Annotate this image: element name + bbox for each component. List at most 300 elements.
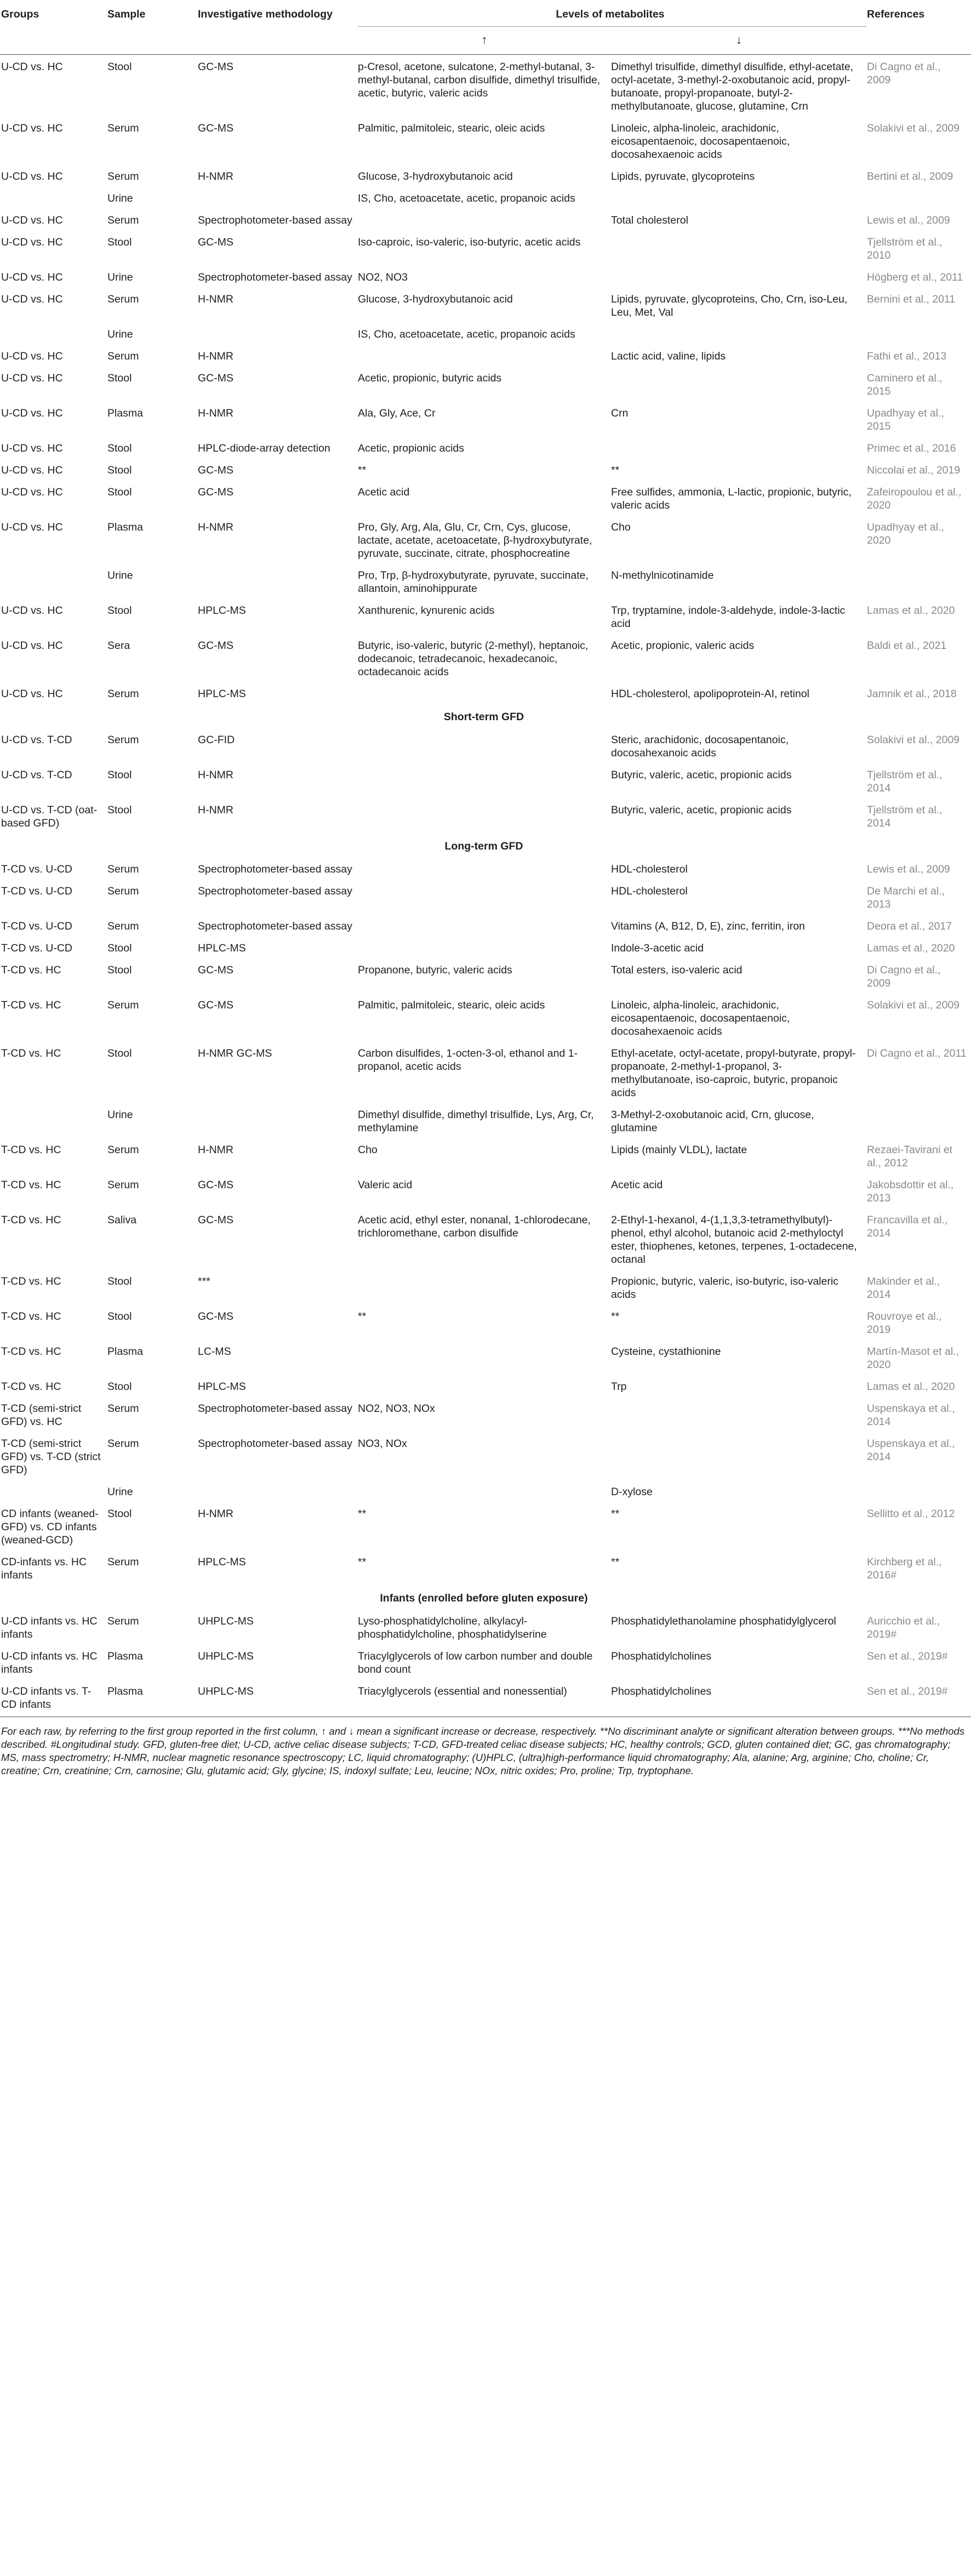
cell-decreased: **: [611, 464, 620, 476]
cell-decreased: Crn: [611, 407, 629, 419]
cell-decreased: Lipids, pyruvate, glycoproteins, Cho, Crn, iso-Leu, Leu, Met, Val: [611, 293, 848, 318]
cell-groups: U-CD vs. HC: [1, 372, 63, 384]
section-heading-row: [0, 1585, 971, 1609]
cell-reference: Baldi et al., 2021: [867, 640, 947, 652]
table-row: [0, 1480, 971, 1502]
cell-increased: NO2, NO3: [358, 271, 408, 283]
table-row: [0, 763, 971, 798]
cell-decreased: HDL-cholesterol: [611, 885, 688, 897]
cell-decreased: **: [611, 1310, 620, 1323]
cell-sample: Serum: [107, 999, 139, 1011]
table-row: [0, 798, 971, 833]
cell-decreased: [611, 186, 867, 208]
cell-method: GC-MS: [198, 61, 233, 73]
cell-reference: Rezaei-Tavirani et al., 2012: [867, 1144, 953, 1169]
cell-increased: p-Cresol, acetone, sulcatone, 2-methyl-butanal, 3-methyl-butanal, carbon disulfide, dimethyl trisulfide, acetic, butyric, valeric acids: [358, 61, 601, 99]
cell-reference: Fathi et al., 2013: [867, 350, 947, 362]
cell-method: GC-MS: [198, 999, 233, 1011]
cell-decreased: N-methylnicotinamide: [611, 569, 714, 582]
cell-method: ***: [198, 1275, 210, 1287]
table-row: [0, 436, 971, 458]
cell-increased: NO3, NOx: [358, 1438, 407, 1450]
cell-decreased: Vitamins (A, B12, D, E), zinc, ferritin, iron: [611, 920, 805, 932]
table-row: [0, 322, 971, 344]
cell-reference: Di Cagno et al., 2009: [867, 964, 941, 989]
cell-sample: Sera: [107, 640, 130, 652]
cell-method: GC-MS: [198, 122, 233, 134]
header-method: Investigative methodology: [198, 8, 333, 20]
cell-decreased: Lipids, pyruvate, glycoproteins: [611, 170, 755, 183]
table-row: [0, 230, 971, 265]
cell-groups: [0, 1103, 107, 1138]
cell-reference: Upadhyay et al., 2015: [867, 407, 944, 432]
cell-increased: Ala, Gly, Ace, Cr: [358, 407, 436, 419]
cell-groups: U-CD vs. HC: [1, 605, 63, 617]
cell-method: HPLC-MS: [198, 605, 246, 617]
table-row: [0, 265, 971, 287]
header-decrease-arrow: ↓: [611, 27, 867, 55]
cell-reference: Bertini et al., 2009: [867, 170, 953, 183]
cell-method: GC-MS: [198, 464, 233, 476]
cell-increased: [358, 1340, 611, 1375]
cell-groups: U-CD vs. HC: [1, 293, 63, 305]
cell-groups: T-CD vs. HC: [1, 1275, 61, 1287]
cell-groups: T-CD vs. U-CD: [1, 863, 72, 875]
cell-reference: Sen et al., 2019#: [867, 1650, 948, 1662]
cell-sample: Stool: [107, 605, 132, 617]
cell-method: Spectrophotometer-based assay: [198, 920, 352, 932]
cell-sample: Serum: [107, 920, 139, 932]
cell-increased: Cho: [358, 1144, 378, 1156]
cell-groups: U-CD vs. T-CD: [1, 734, 72, 746]
cell-method: HPLC-MS: [198, 688, 246, 700]
cell-decreased: Ethyl-acetate, octyl-acetate, propyl-butyrate, propyl-propanoate, 2-methyl-1-propanol, 3-methylbutanoate, iso-caproic, butyric, propanoic acids: [611, 1047, 856, 1099]
cell-reference: Jamnik et al., 2018: [867, 688, 957, 700]
cell-decreased: Dimethyl trisulfide, dimethyl disulfide, ethyl-acetate, octyl-acetate, 3-methyl-2-oxobutanoic acid, propyl-butanoate, propyl-propanoate, butyl-2-methylbutanoate, glucose, glutamine, Crn: [611, 61, 854, 112]
cell-groups: T-CD vs. HC: [1, 1179, 61, 1191]
cell-groups: [0, 563, 107, 599]
cell-sample: Serum: [107, 734, 139, 746]
cell-reference: Lamas et al., 2020: [867, 1381, 955, 1393]
header-groups: Groups: [1, 8, 39, 20]
header-spacer: [198, 27, 358, 55]
cell-decreased: D-xylose: [611, 1486, 653, 1498]
cell-reference: Caminero et al., 2015: [867, 372, 943, 397]
cell-method: H-NMR: [198, 350, 233, 362]
cell-groups: U-CD vs. HC: [1, 442, 63, 454]
cell-groups: T-CD vs. U-CD: [1, 920, 72, 932]
cell-decreased: **: [611, 1508, 620, 1520]
cell-method: GC-MS: [198, 372, 233, 384]
table-row: [0, 1432, 971, 1480]
cell-reference: De Marchi et al., 2013: [867, 885, 945, 910]
cell-method: UHPLC-MS: [198, 1615, 254, 1627]
cell-method: GC-MS: [198, 640, 233, 652]
cell-increased: [358, 857, 611, 879]
cell-reference: Tjellström et al., 2014: [867, 804, 943, 829]
cell-reference: Lamas et al., 2020: [867, 605, 955, 617]
cell-groups: U-CD vs. HC: [1, 486, 63, 498]
cell-method: GC-MS: [198, 1310, 233, 1323]
cell-sample: Urine: [107, 192, 133, 204]
cell-method: H-NMR: [198, 1508, 233, 1520]
cell-increased: [358, 1375, 611, 1397]
cell-method: Spectrophotometer-based assay: [198, 214, 352, 226]
table-row: [0, 1550, 971, 1585]
cell-reference: Auricchio et al., 2019#: [867, 1615, 940, 1640]
cell-groups: U-CD infants vs. T-CD infants: [0, 1679, 107, 1717]
cell-groups: T-CD vs. U-CD: [1, 885, 72, 897]
cell-decreased: Acetic acid: [611, 1179, 663, 1191]
cell-method: GC-FID: [198, 734, 235, 746]
cell-sample: Plasma: [107, 1650, 144, 1662]
cell-sample: Serum: [107, 350, 139, 362]
cell-method: HPLC-MS: [198, 1381, 246, 1393]
cell-reference: Niccolai et al., 2019: [867, 464, 961, 476]
cell-increased: Triacylglycerols (essential and nonessential): [358, 1679, 611, 1717]
table-row: [0, 634, 971, 682]
cell-reference: Francavilla et al., 2014: [867, 1214, 948, 1239]
cell-sample: Serum: [107, 122, 139, 134]
cell-sample: Serum: [107, 170, 139, 183]
cell-decreased: 3-Methyl-2-oxobutanoic acid, Crn, glucose, glutamine: [611, 1109, 814, 1134]
cell-increased: Xanthurenic, kynurenic acids: [358, 605, 495, 617]
table-row: [0, 344, 971, 366]
cell-sample: Serum: [107, 1179, 139, 1191]
cell-decreased: Acetic, propionic, valeric acids: [611, 640, 755, 652]
cell-decreased: Butyric, valeric, acetic, propionic acids: [611, 769, 792, 781]
table-row: [0, 1173, 971, 1208]
cell-increased: Propanone, butyric, valeric acids: [358, 964, 512, 976]
table-row: [0, 164, 971, 186]
cell-reference: Upadhyay et al., 2020: [867, 521, 944, 546]
cell-increased: Pro, Trp, β-hydroxybutyrate, pyruvate, succinate, allantoin, aminohippurate: [358, 569, 589, 595]
cell-groups: T-CD vs. U-CD: [1, 942, 72, 954]
cell-groups: U-CD vs. T-CD: [1, 769, 72, 781]
cell-sample: Stool: [107, 769, 132, 781]
cell-sample: Plasma: [107, 1679, 198, 1717]
cell-decreased: HDL-cholesterol, apolipoprotein-AI, retinol: [611, 688, 810, 700]
cell-sample: Stool: [107, 942, 132, 954]
cell-groups: U-CD vs. HC: [1, 122, 63, 134]
cell-sample: Stool: [107, 804, 132, 816]
cell-method: HPLC-MS: [198, 1556, 246, 1568]
table-row: [0, 1269, 971, 1304]
cell-increased: [358, 763, 611, 798]
cell-groups: U-CD vs. T-CD (oat-based GFD): [1, 804, 98, 829]
cell-method: UHPLC-MS: [198, 1679, 358, 1717]
cell-groups: T-CD vs. HC: [1, 1310, 61, 1323]
section-heading-row: [0, 833, 971, 857]
cell-decreased: Phosphatidylcholines: [611, 1650, 712, 1662]
cell-sample: Serum: [107, 885, 139, 897]
cell-method: H-NMR: [198, 769, 233, 781]
cell-reference: Zafeiropoulou et al., 2020: [867, 486, 962, 511]
cell-increased: [358, 1269, 611, 1304]
cell-sample: Urine: [107, 271, 133, 283]
cell-sample: Stool: [107, 372, 132, 384]
cell-groups: T-CD (semi-strict GFD) vs. HC: [1, 1403, 82, 1428]
cell-method: H-NMR: [198, 804, 233, 816]
cell-reference: Deora et al., 2017: [867, 920, 952, 932]
cell-method: GC-MS: [198, 1214, 233, 1226]
table-row: [0, 1041, 971, 1103]
cell-groups: U-CD vs. HC: [1, 236, 63, 248]
table-row: [0, 515, 971, 563]
table-row: [0, 857, 971, 879]
cell-decreased: Trp, tryptamine, indole-3-aldehyde, indole-3-lactic acid: [611, 605, 846, 630]
header-sample: Sample: [107, 8, 146, 20]
table-footnote: For each raw, by referring to the first group reported in the first column, ↑ and ↓ mean a significant increase or decrease, respectively. **No discriminant analyte or significant alteration between groups. ***No methods described. #Longitudinal study. GFD, gluten-free diet; U-CD, active celiac disease subjects; T-CD, GFD-treated celiac disease subjects; HC, healthy controls; GCD, gluten contained diet; GC, gas chromatography; MS, mass spectrometry; H-NMR, nuclear magnetic resonance spectroscopy; LC, liquid chromatography; (U)HPLC, (ultra)high-performance liquid chromatography; Ala, alanine; Arg, arginine; Cho, choline; Cr, creatine; Crn, creatinine; Crn, carnosine; Glu, glutamic acid; Gly, glycine; IS, indoxyl sulfate; Leu, leucine; NOx, nitric oxides; Pro, proline; Trp, tryptophane.: [1, 1725, 965, 1776]
table-row: [0, 1375, 971, 1397]
cell-sample: Stool: [107, 442, 132, 454]
cell-increased: Dimethyl disulfide, dimethyl trisulfide, Lys, Arg, Cr, methylamine: [358, 1109, 594, 1134]
cell-method: LC-MS: [198, 1346, 231, 1358]
cell-sample: Stool: [107, 1275, 132, 1287]
table-row: [0, 599, 971, 634]
cell-decreased: Free sulfides, ammonia, L-lactic, propionic, butyric, valeric acids: [611, 486, 852, 511]
cell-sample: Stool: [107, 1508, 132, 1520]
header-spacer: [107, 27, 198, 55]
cell-method: Spectrophotometer-based assay: [198, 1403, 352, 1415]
cell-groups: [0, 322, 107, 344]
cell-increased: [358, 728, 611, 763]
cell-increased: Glucose, 3-hydroxybutanoic acid: [358, 293, 513, 305]
header-spacer: [867, 27, 971, 55]
cell-groups: U-CD vs. HC: [1, 464, 63, 476]
cell-method: H-NMR: [198, 407, 233, 419]
cell-reference: Sen et al., 2019#: [867, 1679, 971, 1717]
cell-sample: Stool: [107, 1381, 132, 1393]
cell-method: Spectrophotometer-based assay: [198, 885, 352, 897]
cell-decreased: [611, 1397, 867, 1432]
cell-groups: U-CD vs. HC: [1, 640, 63, 652]
cell-method: [198, 322, 358, 344]
cell-method: Spectrophotometer-based assay: [198, 271, 352, 283]
cell-sample: Serum: [107, 863, 139, 875]
header-spacer: [0, 27, 107, 55]
cell-groups: T-CD vs. HC: [1, 1047, 61, 1059]
cell-increased: **: [358, 1556, 367, 1568]
cell-decreased: Indole-3-acetic acid: [611, 942, 704, 954]
cell-decreased: Phosphatidylcholines: [611, 1679, 867, 1717]
table-row: [0, 116, 971, 164]
cell-increased: IS, Cho, acetoacetate, acetic, propanoic acids: [358, 328, 575, 340]
cell-decreased: Butyric, valeric, acetic, propionic acids: [611, 804, 792, 816]
cell-reference: [867, 563, 971, 599]
cell-decreased: 2-Ethyl-1-hexanol, 4-(1,1,3,3-tetramethylbutyl)-phenol, ethyl alcohol, butanoic acid 2-methyloctyl ester, thiophenes, ketones, terpenes, 1-octadecene, octanal: [611, 1214, 857, 1266]
cell-sample: Stool: [107, 236, 132, 248]
cell-decreased: Phosphatidylethanolamine phosphatidylglycerol: [611, 1615, 836, 1627]
cell-reference: Solakivi et al., 2009: [867, 122, 960, 134]
cell-sample: Stool: [107, 464, 132, 476]
table-row: [0, 1644, 971, 1679]
section-heading-row: [0, 704, 971, 728]
cell-decreased: Total cholesterol: [611, 214, 688, 226]
cell-increased: [358, 798, 611, 833]
cell-increased: Valeric acid: [358, 1179, 413, 1191]
cell-groups: CD-infants vs. HC infants: [1, 1556, 87, 1581]
cell-sample: Stool: [107, 61, 132, 73]
cell-groups: CD infants (weaned-GFD) vs. CD infants (weaned-GCD): [1, 1508, 99, 1546]
cell-decreased: [611, 366, 867, 401]
cell-sample: Serum: [107, 293, 139, 305]
cell-method: H-NMR: [198, 293, 233, 305]
table-row: [0, 1208, 971, 1269]
table-body: [0, 55, 971, 1717]
section-heading: Long-term GFD: [444, 840, 523, 852]
cell-reference: [867, 1480, 971, 1502]
cell-groups: U-CD vs. HC: [1, 170, 63, 183]
cell-reference: Di Cagno et al., 2009: [867, 61, 941, 86]
table-row: [0, 208, 971, 230]
cell-reference: Bernini et al., 2011: [867, 293, 956, 305]
table-row: [0, 1103, 971, 1138]
cell-groups: U-CD vs. HC: [1, 521, 63, 533]
table-row: [0, 1679, 971, 1717]
cell-method: H-NMR: [198, 1144, 233, 1156]
cell-sample: Serum: [107, 1556, 139, 1568]
cell-reference: Solakivi et al., 2009: [867, 999, 960, 1011]
cell-sample: Serum: [107, 688, 139, 700]
cell-increased: [358, 344, 611, 366]
cell-decreased: Trp: [611, 1381, 627, 1393]
section-heading: Infants (enrolled before gluten exposure): [380, 1592, 588, 1604]
cell-method: HPLC-MS: [198, 942, 246, 954]
cell-increased: [358, 682, 611, 704]
cell-method: Spectrophotometer-based assay: [198, 1438, 352, 1450]
cell-reference: Di Cagno et al., 2011: [867, 1047, 967, 1059]
cell-groups: T-CD vs. HC: [1, 1381, 61, 1393]
table-row: [0, 1138, 971, 1173]
cell-decreased: Cho: [611, 521, 631, 533]
header-increase-arrow: ↑: [358, 27, 611, 55]
cell-reference: Sellitto et al., 2012: [867, 1508, 955, 1520]
cell-groups: U-CD vs. HC: [1, 271, 63, 283]
cell-decreased: Total esters, iso-valeric acid: [611, 964, 742, 976]
cell-reference: Tjellström et al., 2014: [867, 769, 943, 794]
cell-groups: U-CD vs. HC: [1, 407, 63, 419]
cell-groups: T-CD (semi-strict GFD) vs. T-CD (strict GFD): [1, 1438, 101, 1476]
cell-sample: Urine: [107, 569, 133, 582]
cell-decreased: [611, 230, 867, 265]
cell-decreased: Lipids (mainly VLDL), lactate: [611, 1144, 747, 1156]
table-row: [0, 401, 971, 436]
cell-increased: [358, 208, 611, 230]
cell-sample: Urine: [107, 1109, 133, 1121]
table-row: [0, 1609, 971, 1644]
cell-reference: Solakivi et al., 2009: [867, 734, 960, 746]
cell-increased: [358, 936, 611, 958]
cell-increased: Lyso-phosphatidylcholine, alkylacyl-phosphatidylcholine, phosphatidylserine: [358, 1615, 547, 1640]
cell-method: [198, 186, 358, 208]
cell-reference: Rouvroye et al., 2019: [867, 1310, 942, 1336]
header-references: References: [867, 8, 925, 20]
table-row: [0, 287, 971, 322]
cell-increased: **: [358, 1508, 367, 1520]
table-row: [0, 55, 971, 117]
cell-sample: Urine: [107, 1486, 133, 1498]
table-row: [0, 993, 971, 1041]
cell-increased: Pro, Gly, Arg, Ala, Glu, Cr, Crn, Cys, glucose, lactate, acetate, acetoacetate, β-hydroxybutyrate, pyruvate, succinate, citrate, phosphocreatine: [358, 521, 592, 560]
table-row: [0, 1397, 971, 1432]
cell-increased: Butyric, iso-valeric, butyric (2-methyl), heptanoic, dodecanoic, tetradecanoic, hexadecanoic, octadecanoic acids: [358, 640, 589, 678]
cell-groups: U-CD vs. HC: [1, 350, 63, 362]
table-row: [0, 1502, 971, 1550]
cell-method: GC-MS: [198, 236, 233, 248]
cell-reference: [867, 322, 971, 344]
cell-method: HPLC-diode-array detection: [198, 442, 330, 454]
cell-sample: Urine: [107, 328, 133, 340]
cell-increased: Palmitic, palmitoleic, stearic, oleic acids: [358, 999, 545, 1011]
cell-reference: Martín-Masot et al., 2020: [867, 1346, 959, 1371]
cell-sample: Stool: [107, 1047, 132, 1059]
cell-decreased: Cysteine, cystathionine: [611, 1346, 721, 1358]
cell-method: [198, 1103, 358, 1138]
cell-method: [198, 1480, 358, 1502]
cell-decreased: HDL-cholesterol: [611, 863, 688, 875]
cell-reference: Uspenskaya et al., 2014: [867, 1403, 955, 1428]
cell-reference: Makinder et al., 2014: [867, 1275, 940, 1301]
section-heading: Short-term GFD: [443, 711, 524, 723]
cell-increased: Glucose, 3-hydroxybutanoic acid: [358, 170, 513, 183]
cell-method: GC-MS: [198, 1179, 233, 1191]
cell-decreased: Linoleic, alpha-linoleic, arachidonic, eicosapentaenoic, docosapentaenoic, docosahexaenoic acids: [611, 122, 790, 161]
table-row: [0, 563, 971, 599]
table-row: [0, 458, 971, 480]
cell-increased: [358, 1480, 611, 1502]
cell-method: [198, 563, 358, 599]
cell-sample: Serum: [107, 1403, 139, 1415]
table-row: [0, 958, 971, 993]
cell-reference: Lamas et al., 2020: [867, 942, 955, 954]
table-header: [0, 0, 971, 55]
cell-reference: [867, 186, 971, 208]
cell-sample: Stool: [107, 964, 132, 976]
cell-groups: U-CD infants vs. HC infants: [1, 1615, 98, 1640]
cell-sample: Serum: [107, 1438, 139, 1450]
cell-method: GC-MS: [198, 486, 233, 498]
cell-sample: Stool: [107, 486, 132, 498]
cell-increased: Acetic, propionic acids: [358, 442, 465, 454]
cell-method: Spectrophotometer-based assay: [198, 863, 352, 875]
cell-decreased: **: [611, 1556, 620, 1568]
cell-reference: Jakobsdottir et al., 2013: [867, 1179, 954, 1204]
cell-groups: U-CD infants vs. HC infants: [1, 1650, 98, 1675]
table-row: [0, 480, 971, 515]
cell-decreased: [611, 436, 867, 458]
cell-groups: [0, 186, 107, 208]
cell-groups: T-CD vs. HC: [1, 999, 61, 1011]
table-row: [0, 1304, 971, 1340]
cell-method: H-NMR: [198, 521, 233, 533]
cell-decreased: Steric, arachidonic, docosapentanoic, docosahexanoic acids: [611, 734, 789, 759]
cell-sample: Serum: [107, 214, 139, 226]
cell-increased: [358, 879, 611, 914]
cell-groups: U-CD vs. HC: [1, 688, 63, 700]
cell-increased: Acetic acid, ethyl ester, nonanal, 1-chlorodecane, trichloromethane, carbon disulfide: [358, 1214, 591, 1239]
table-row: [0, 186, 971, 208]
table-row: [0, 366, 971, 401]
cell-decreased: [611, 265, 867, 287]
cell-increased: Triacylglycerols of low carbon number and double bond count: [358, 1650, 593, 1675]
cell-increased: Acetic, propionic, butyric acids: [358, 372, 502, 384]
cell-method: UHPLC-MS: [198, 1650, 254, 1662]
cell-method: GC-MS: [198, 964, 233, 976]
cell-reference: Högberg et al., 2011: [867, 271, 963, 283]
cell-decreased: [611, 322, 867, 344]
header-levels: Levels of metabolites: [358, 0, 867, 27]
